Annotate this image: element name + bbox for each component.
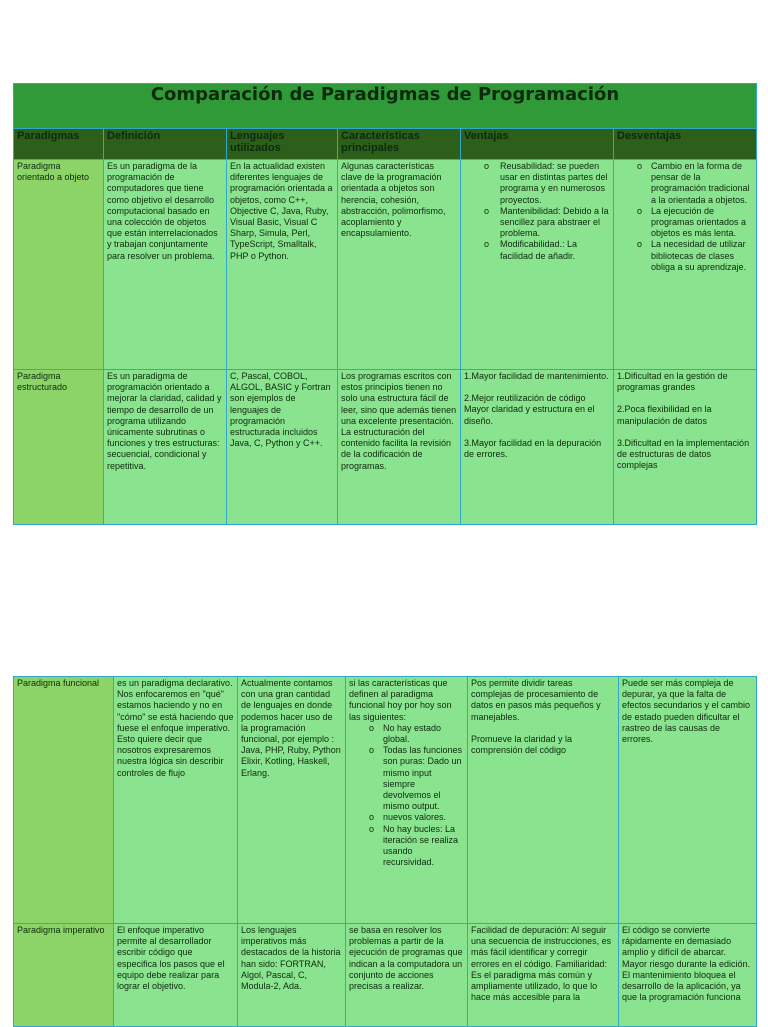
features-cell: Algunas características clave de la programación orientada a objetos son herencia, cohesión, abstracción, polimorfismo, acoplamiento y encapsulamiento. xyxy=(338,160,461,370)
paradigm-name: Paradigma orientado a objeto xyxy=(14,160,104,370)
header-caracteristicas: Características principales xyxy=(338,129,461,160)
bullet-icon: o xyxy=(369,745,375,756)
bullet-icon: o xyxy=(637,239,643,250)
features-cell: se basa en resolver los problemas a partir de la ejecución de programas que indican a la computadora un conjunto de acciones precisas a realizar. xyxy=(346,924,468,1027)
list-item: o nuevos valores. xyxy=(369,812,447,823)
table-title: Comparación de Paradigmas de Programación xyxy=(14,84,757,129)
list-item: o No hay bucles: La iteración se realiza usando recursividad. xyxy=(369,823,459,868)
table-row xyxy=(14,370,757,525)
list-item: 3.Mayor facilidad en la depuración de errores. xyxy=(464,437,602,460)
header-row xyxy=(14,129,757,160)
definition-cell: El enfoque imperativo permite al desarrollador escribir código que especifica los pasos que el equipo debe realizar para lograr el objetivo. xyxy=(114,924,238,1027)
features-cell: si las características que definen al paradigma funcional hoy por hoy son las siguientes: o No hay estado global. o Todas las funciones son puras: Dado un mismo input siempre devolvemos el mismo output. o nuevos valores. o No hay bucles: La iteración se realiza usando recursividad. xyxy=(346,677,468,924)
advantages-cell: Facilidad de depuración: Al seguir una secuencia de instrucciones, es más fácil identificar y corregir errores en el código. Familiaridad: Es el paradigma más común y ampliamente utilizado, lo que lo hace más accesible para la xyxy=(468,924,619,1027)
features-cell: Los programas escritos con estos principios tienen no solo una estructura fácil de leer, sino que además tienen una excelente presentación. La estructuración del contenido facilita la revisión de la codificación de programas. xyxy=(338,370,461,525)
bullet-icon: o xyxy=(369,812,375,823)
languages-cell: En la actualidad existen diferentes lenguajes de programación orientada a objetos, como C++, Objective C, Java, Ruby, Visual Basic, Visual C Sharp, Simula, Perl, TypeScript, Smalltalk, PHP o Python. xyxy=(227,160,338,370)
bullet-icon: o xyxy=(637,161,643,171)
list-item: o Reusabilidad: se pueden usar en distintas partes del programa y en numerosos proyectos. xyxy=(484,161,608,205)
list-item: o Todas las funciones son puras: Dado un mismo input siempre devolvemos el mismo output. xyxy=(369,745,463,812)
list-item: 1.Mayor facilidad de mantenimiento. xyxy=(464,371,609,381)
list-item: Promueve la claridad y la comprensión del código xyxy=(471,733,573,756)
table-row xyxy=(14,677,757,924)
list-item: o Cambio en la forma de pensar de la programación tradicional a la orientada a objetos. xyxy=(637,161,750,205)
list-item: o La ejecución de programas orientados a objetos es más lenta. xyxy=(637,205,747,239)
bullet-icon: o xyxy=(369,722,375,733)
list-item: 1.Dificultad en la gestión de programas grandes xyxy=(617,371,728,393)
bullet-icon: o xyxy=(637,205,643,216)
bullet-icon: o xyxy=(484,205,490,216)
paradigm-name: Paradigma estructurado xyxy=(14,370,104,525)
list-item: Elixir, Kotling, Haskell, Erlang. xyxy=(241,756,330,778)
header-ventajas: Ventajas xyxy=(461,129,614,160)
advantages-cell xyxy=(468,677,619,924)
languages-cell: Actualmente contamos con una gran cantidad de lenguajes en donde podemos hacer uso de la programación funcional, por ejemplo : Java, PHP, Ruby, Python Elixir, Kotling, Haskell, Erlang. xyxy=(238,677,346,924)
comparison-table-page-1 xyxy=(13,83,757,525)
advantages-cell xyxy=(461,160,614,370)
list-item: 2.Poca flexibilidad en la manipulación de datos xyxy=(617,404,712,426)
bullet-icon: o xyxy=(484,161,490,171)
header-definicion: Definición xyxy=(104,129,227,160)
advantages-cell xyxy=(461,370,614,525)
definition-cell: Es un paradigma de programación orientado a mejorar la claridad, calidad y tiempo de desarrollo de un programa utilizando únicamente subrutinas o funciones y tres estructuras: secuencial, condicional y repetitiva. xyxy=(104,370,227,525)
list-item: 3.Dificultad en la implementación de estructuras de datos complejas xyxy=(617,437,750,471)
paradigm-name: Paradigma funcional xyxy=(14,677,114,924)
comparison-table-page-2 xyxy=(13,676,757,1027)
paradigm-name: Paradigma imperativo xyxy=(14,924,114,1027)
list-item: Java, PHP, Ruby, Python xyxy=(241,745,341,756)
disadvantages-cell: Puede ser más compleja de depurar, ya que la falta de efectos secundarios y el cambio de estado pueden dificultar el rastreo de las causas de errores. xyxy=(619,677,757,924)
list-item: 2.Mejor reutilización de código Mayor claridad y estructura en el diseño. xyxy=(464,393,595,426)
disadvantages-cell xyxy=(614,370,757,525)
list-item: o Mantenibilidad: Debido a la sencillez para abstraer el problema. xyxy=(484,205,609,239)
list-item: Pos permite dividir tareas complejas de procesamiento de datos en pasos más pequeños y manejables. xyxy=(471,678,601,722)
languages-cell: C, Pascal, COBOL, ALGOL, BASIC y Fortran son ejemplos de lenguajes de programación estructurada incluidos Java, C, Python y C++. xyxy=(227,370,338,525)
table-row xyxy=(14,160,757,370)
header-lenguajes: Lenguajes utilizados xyxy=(227,129,338,160)
disadvantages-cell xyxy=(614,160,757,370)
header-paradigmas: Paradigmas xyxy=(14,129,104,160)
definition-cell: es un paradigma declarativo. Nos enfocaremos en "qué" estamos haciendo y no en "cómo" se está haciendo que fuese el enfoque imperativo. Esto quiere decir que nosotros expresaremos nuestra lógica sin describir controles de flujo xyxy=(114,677,238,924)
list-item: o No hay estado global. xyxy=(369,722,442,745)
list-item: o Modificabilidad.: La facilidad de añadir. xyxy=(484,239,578,261)
bullet-icon: o xyxy=(369,823,375,834)
table-row xyxy=(14,924,757,1027)
bullet-icon: o xyxy=(484,239,490,250)
list-item: o La necesidad de utilizar bibliotecas de clases obliga a su aprendizaje. xyxy=(637,239,747,272)
disadvantages-cell: El código se convierte rápidamente en demasiado amplio y difícil de abarcar. Mayor riesgo durante la edición. El mantenimiento bloquea el desarrollo de la aplicación, ya que la programación funciona xyxy=(619,924,757,1027)
languages-cell: Los lenguajes imperativos más destacados de la historia han sido: FORTRAN, Algol, Pascal, C, Modula-2, Ada. xyxy=(238,924,346,1027)
header-desventajas: Desventajas xyxy=(614,129,757,160)
definition-cell: Es un paradigma de la programación de computadores que tiene como objetivo el desarrollo computacional basado en una colección de objetos que están interrelacionados y trabajan conjuntamente para resolver un problema. xyxy=(104,160,227,370)
